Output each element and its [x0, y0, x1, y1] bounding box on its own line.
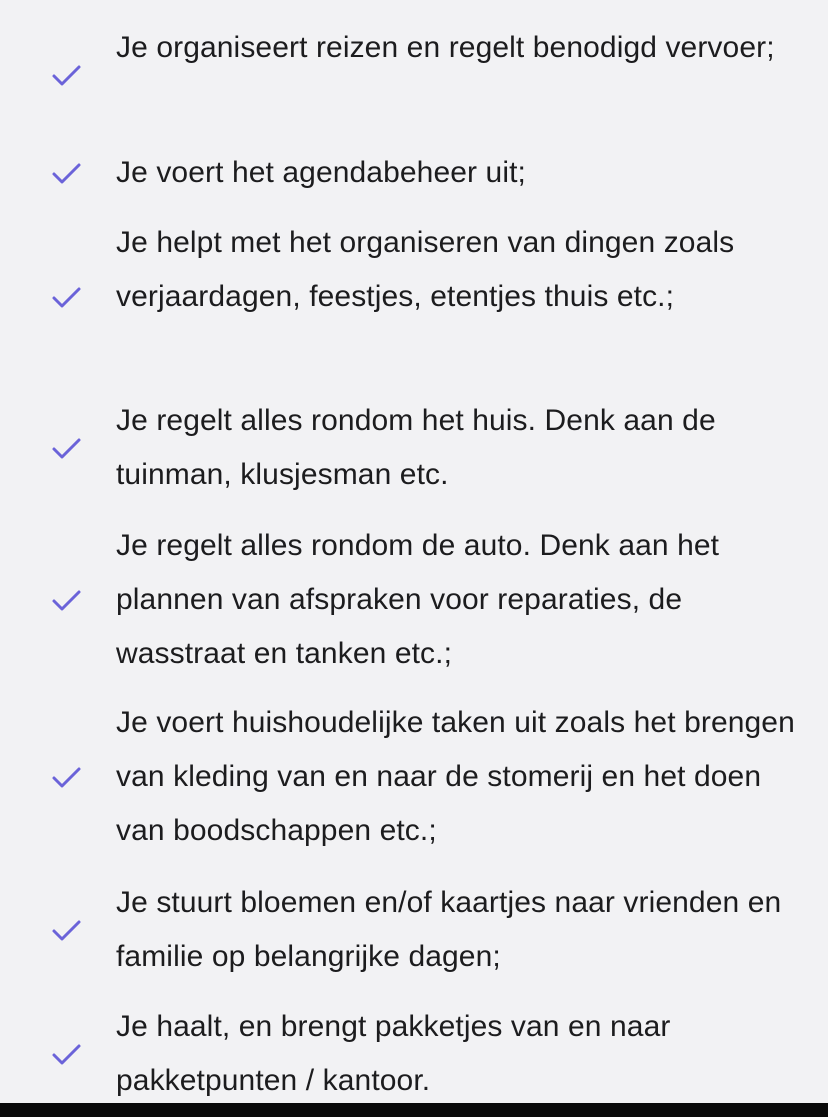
check-icon	[50, 436, 82, 460]
list-item	[0, 876, 828, 984]
check-icon	[50, 285, 82, 309]
list-item	[0, 519, 828, 681]
check-icon	[50, 63, 82, 87]
check-icon	[50, 918, 82, 942]
task-text: Je organiseert reizen en regelt benodigd vervoer;	[116, 31, 775, 64]
task-text: Je haalt, en brengt pakketjes van en naar pakketpunten / kantoor.	[116, 1010, 671, 1097]
list-item	[0, 1000, 828, 1108]
task-text: Je voert het agendabeheer uit;	[116, 156, 526, 189]
list-item	[0, 146, 828, 200]
check-icon	[50, 765, 82, 789]
task-text: Je regelt alles rondom het huis. Denk aan de tuinman, klusjesman etc.	[116, 404, 716, 491]
task-text: Je voert huishoudelijke taken uit zoals het brengen van kleding van en naar de stomerij en het doen van boodschappen etc.;	[116, 706, 795, 847]
task-text: Je regelt alles rondom de auto. Denk aan het plannen van afspraken voor reparaties, de wasstraat en tanken etc.;	[116, 529, 720, 670]
list-item	[0, 394, 828, 502]
bottom-bar	[0, 1103, 828, 1117]
list-item	[0, 696, 828, 858]
list-item	[0, 216, 828, 378]
list-item	[0, 21, 828, 129]
task-text: Je stuurt bloemen en/of kaartjes naar vrienden en familie op belangrijke dagen;	[116, 886, 782, 973]
check-icon	[50, 588, 82, 612]
task-text: Je helpt met het organiseren van dingen zoals verjaardagen, feestjes, etentjes thuis etc.;	[116, 226, 735, 313]
check-icon	[50, 161, 82, 185]
check-icon	[50, 1042, 82, 1066]
